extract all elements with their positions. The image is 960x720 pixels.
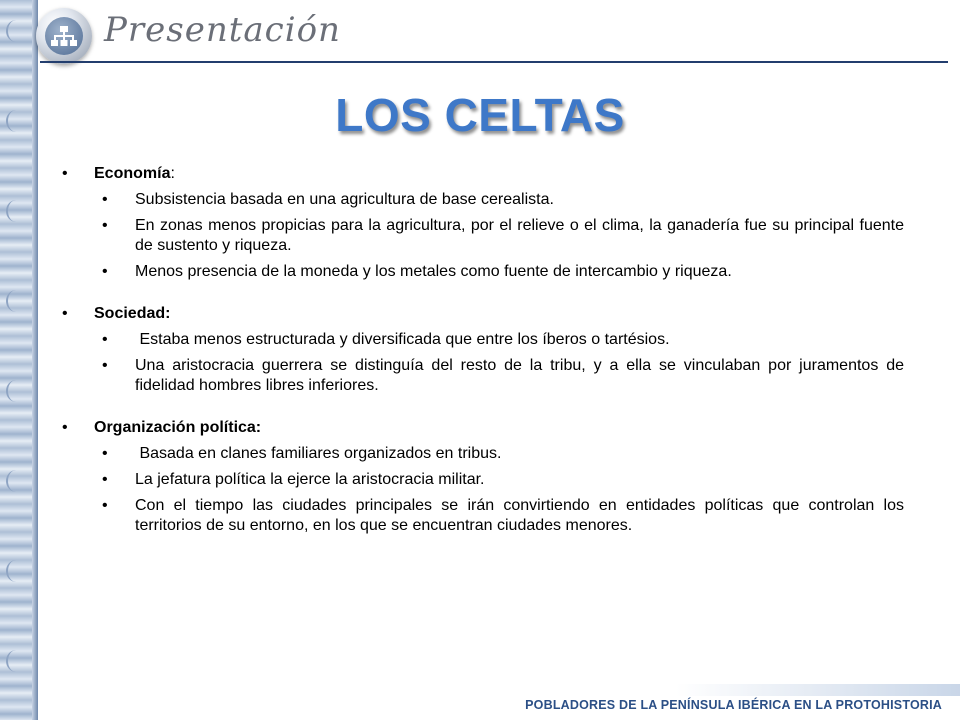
list-item: • Estaba menos estructurada y diversificada que entre los íberos o tartésios. (102, 331, 670, 348)
list-item: • En zonas menos propicias para la agricultura, por el relieve o el clima, la ganadería fue su principal fuente de sustento y riqueza. (102, 217, 904, 254)
bullet-list (62, 190, 904, 282)
section-label: Economía (94, 165, 171, 182)
list-item: • Menos presencia de la moneda y los metales como fuente de intercambio y riqueza. (102, 263, 732, 280)
list-item: • Subsistencia basada en una agricultura de base cerealista. (102, 191, 554, 208)
list-item: • Basada en clanes familiares organizados en tribus. (102, 445, 502, 462)
section-label: Sociedad: (94, 305, 171, 322)
section-sociedad (62, 304, 904, 396)
border-ornament (6, 200, 26, 222)
list-item: • Con el tiempo las ciudades principales se irán convirtiendo en entidades políticas que controlan los territorios de su entorno, en los que se encuentran ciudades menores. (102, 497, 904, 534)
border-ornament (6, 380, 26, 402)
header-title: Presentación (104, 10, 341, 50)
bullet-list (62, 444, 904, 536)
slide-title: LOS CELTAS (335, 89, 625, 141)
border-ornament (6, 560, 26, 582)
footer-band (676, 684, 960, 696)
border-ornament (6, 20, 26, 42)
list-item: • Una aristocracia guerrera se distinguía del resto de la tribu, y a ella se vinculaban por juramentos de fidelidad hombres libres inferiores. (102, 357, 904, 394)
section-label-suffix: : (170, 165, 175, 182)
section-label: Organización política: (94, 419, 262, 436)
border-ornament (6, 650, 26, 672)
section-organizacion-politica (62, 418, 904, 536)
border-ornament (6, 470, 26, 492)
bullet: • (62, 165, 68, 182)
logo (36, 8, 92, 64)
slide-content (62, 164, 904, 558)
bullet: • (62, 419, 68, 436)
footer-text: POBLADORES DE LA PENÍNSULA IBÉRICA EN LA PROTOHISTORIA (525, 698, 942, 712)
section-economia (62, 164, 904, 282)
border-ornament (6, 290, 26, 312)
bullet-list (62, 330, 904, 396)
list-item: • La jefatura política la ejerce la aristocracia militar. (102, 471, 485, 488)
network-icon (45, 17, 83, 55)
bullet: • (62, 305, 68, 322)
header-rule (40, 61, 948, 63)
